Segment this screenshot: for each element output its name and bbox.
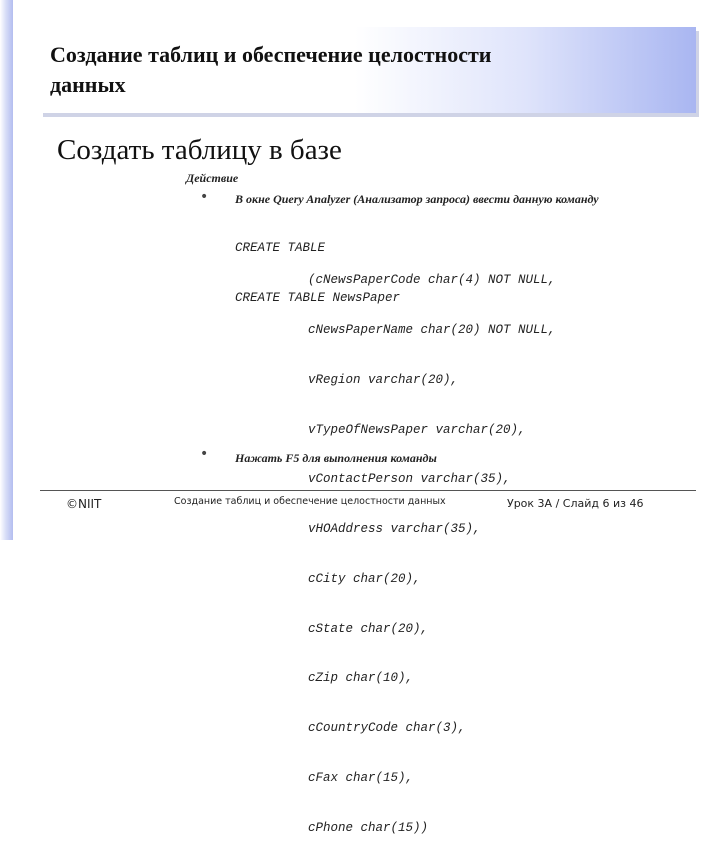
code-line: cState char(20), <box>308 621 429 636</box>
code-line: vHOAddress varchar(35), <box>308 522 481 537</box>
left-decorative-bar <box>0 0 13 540</box>
bullet-text-query-analyzer: В окне Query Analyzer (Анализатор запроса) ввести данную команду <box>235 192 599 206</box>
code-line: vRegion varchar(20), <box>308 372 459 387</box>
code-line: vTypeOfNewsPaper varchar(20), <box>308 422 526 437</box>
footer-divider <box>40 490 696 491</box>
footer-slide-number: Урок 3A / Слайд 6 из 46 <box>507 497 644 510</box>
code-line: cFax char(15), <box>308 771 414 785</box>
code-line: CREATE TABLE NewsPaper <box>235 290 401 305</box>
bullet-icon: • <box>200 446 209 462</box>
footer-course-title: Создание таблиц и обеспечение целостности данных <box>174 496 446 507</box>
code-line: vContactPerson varchar(35), <box>308 472 511 487</box>
code-line: cCountryCode char(3), <box>308 721 466 736</box>
slide-subtitle: Создать таблицу в базе <box>57 134 342 166</box>
code-line: cZip char(10), <box>308 671 414 686</box>
bullet-text-press-f5: Нажать F5 для выполнения команды <box>235 451 437 465</box>
code-block-columns <box>308 239 556 853</box>
code-line: CREATE TABLE <box>235 241 326 256</box>
slide-title <box>50 40 670 100</box>
code-line: cPhone char(15)) <box>308 820 429 835</box>
code-line: cNewsPaperName char(20) NOT NULL, <box>308 322 556 337</box>
slide-title-line-2: данных <box>50 72 126 97</box>
footer-copyright: ©NIIT <box>66 497 102 511</box>
code-line: (cNewsPaperCode char(4) NOT NULL, <box>308 273 556 288</box>
action-label: Действие <box>186 171 239 185</box>
code-line: cCity char(20), <box>308 571 421 586</box>
slide-title-line-1: Создание таблиц и обеспечение целостности <box>50 42 492 67</box>
bullet-icon: • <box>200 189 209 205</box>
